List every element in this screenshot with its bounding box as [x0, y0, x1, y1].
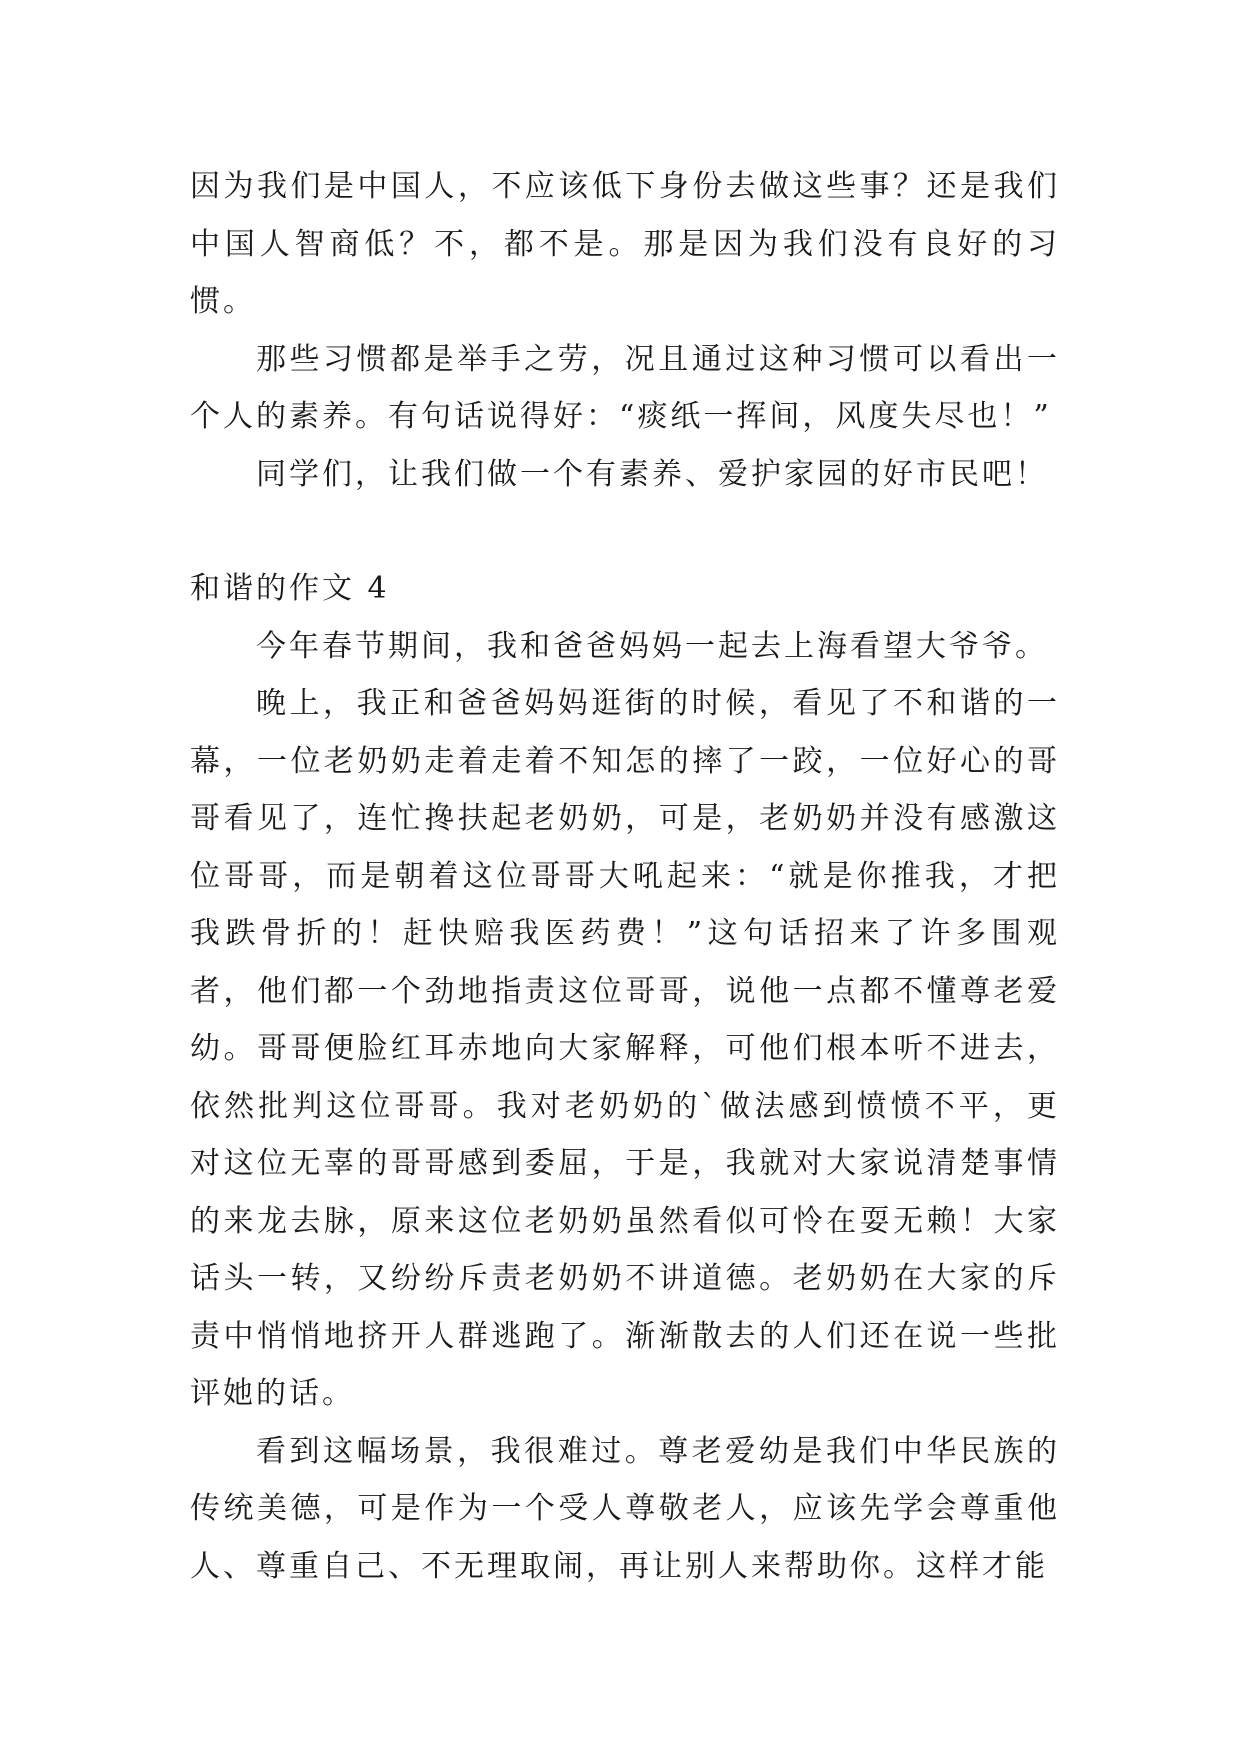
paragraph-2: 那些习惯都是举手之劳，况且通过这种习惯可以看出一个人的素养。有句话说得好：“痰纸一挥间，风度失尽也！” — [190, 341, 1060, 434]
paragraph-3: 同学们，让我们做一个有素养、爱护家园的好市民吧！ — [256, 456, 1048, 492]
section-gap — [190, 503, 1060, 560]
section-title: 和谐的作文 4 — [190, 571, 390, 606]
paragraph-1: 因为我们是中国人，不应该低下身份去做这些事？还是我们中国人智商低？不，都不是。那是因为我们没有良好的习惯。 — [190, 169, 1060, 319]
paragraph-5: 晚上，我正和爸爸妈妈逛街的时候，看见了不和谐的一幕，一位老奶奶走着走着不知怎的摔了一跤，一位好心的哥哥看见了，连忙搀扶起老奶奶，可是，老奶奶并没有感激这位哥哥，而是朝着这位哥哥大吼起来：“就是你推我，才把我跌骨折的！赶快赔我医药费！”这句话招来了许多围观者，他们都一个劲地指责这位哥哥，说他一点都不懂尊老爱幼。哥哥便脸红耳赤地向大家解释，可他们根本听不进去，依然批判这位哥哥。我对老奶奶的`做法感到愤愤不平，更对这位无辜的哥哥感到委屈，于是，我就对大家说清楚事情的来龙去脉，原来这位老奶奶虽然看似可怜在耍无赖！大家话头一转，又纷纷斥责老奶奶不讲道德。老奶奶在大家的斥责中悄悄地挤开人群逃跑了。渐渐散去的人们还在说一些批评她的话。 — [190, 686, 1060, 1411]
paragraph-4: 今年春节期间，我和爸爸妈妈一起去上海看望大爷爷。 — [256, 628, 1048, 664]
paragraph-6: 看到这幅场景，我很难过。尊老爱幼是我们中华民族的传统美德，可是作为一个受人尊敬老人，应该先学会尊重他人、尊重自己、不无理取闹，再让别人来帮助你。这样才能 — [190, 1433, 1060, 1584]
document-body — [190, 158, 1060, 1595]
